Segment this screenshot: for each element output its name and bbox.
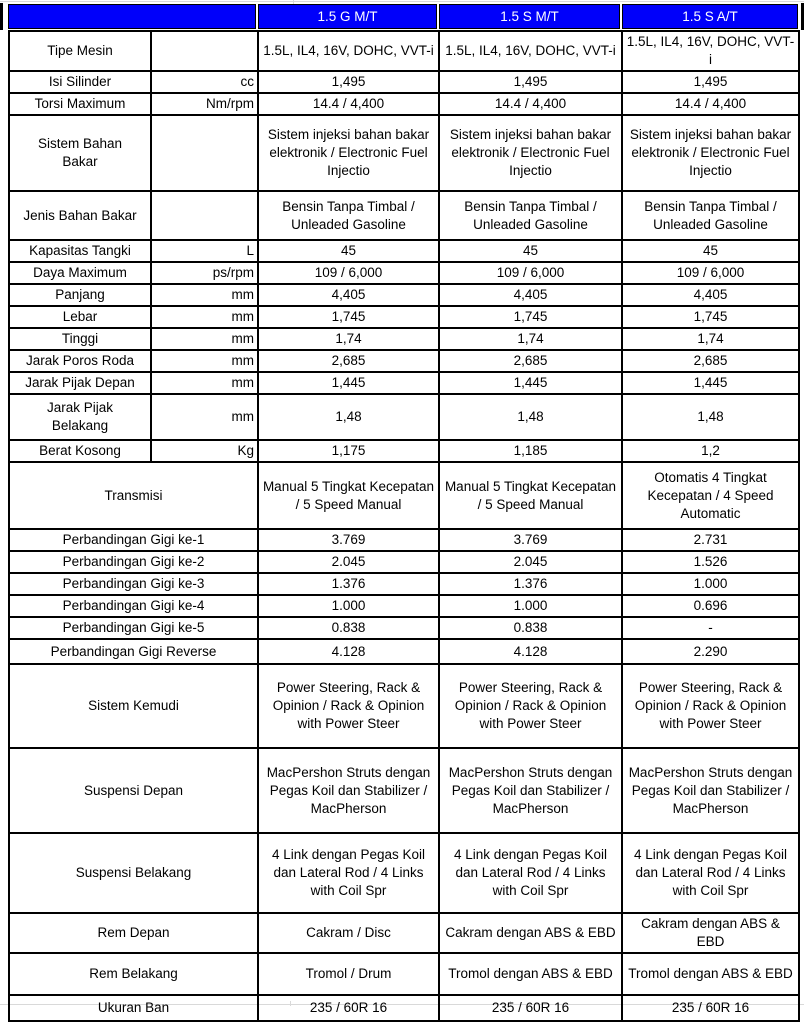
spec-value: 235 / 60R 16 xyxy=(258,995,439,1021)
spec-unit: mm xyxy=(151,284,258,306)
spec-label: Kapasitas Tangki xyxy=(9,240,151,262)
header-corner-cell xyxy=(8,4,256,29)
spec-value: Power Steering, Rack & Opinion / Rack & Opinion with Power Steer xyxy=(622,664,799,748)
spec-value: 4,405 xyxy=(258,284,439,306)
spec-value: - xyxy=(622,617,799,639)
spec-value: 1,74 xyxy=(439,328,622,350)
spec-value: Cakram dengan ABS & EBD xyxy=(622,913,799,953)
spec-value: Power Steering, Rack & Opinion / Rack & Opinion with Power Steer xyxy=(439,664,622,748)
spec-value: 1.376 xyxy=(258,573,439,595)
spec-value: MacPershon Struts dengan Pegas Koil dan Stabilizer / MacPherson xyxy=(439,748,622,833)
spec-unit: cc xyxy=(151,71,258,93)
header-variant-s-mt: 1.5 S M/T xyxy=(439,4,620,29)
table-row xyxy=(9,115,799,191)
spec-value: 1,445 xyxy=(622,372,799,394)
spec-label: Panjang xyxy=(9,284,151,306)
table-header xyxy=(8,4,798,29)
table-row xyxy=(9,31,799,71)
spec-value: 1.000 xyxy=(622,573,799,595)
spec-label: Ukuran Ban xyxy=(9,995,258,1021)
table-row xyxy=(9,284,799,306)
header-variant-s-at: 1.5 S A/T xyxy=(622,4,798,29)
spec-unit: mm xyxy=(151,328,258,350)
spec-value: 1,48 xyxy=(258,394,439,440)
spec-value: Tromol dengan ABS & EBD xyxy=(439,953,622,995)
spec-value: 1.5L, IL4, 16V, DOHC, VVT-i xyxy=(439,31,622,71)
spec-value: 0.696 xyxy=(622,595,799,617)
table-row xyxy=(9,595,799,617)
spec-label: Lebar xyxy=(9,306,151,328)
spec-value: MacPershon Struts dengan Pegas Koil dan Stabilizer / MacPherson xyxy=(622,748,799,833)
spec-label: Perbandingan Gigi ke-3 xyxy=(9,573,258,595)
spec-value: 2.045 xyxy=(439,551,622,573)
spec-unit: mm xyxy=(151,372,258,394)
table-row xyxy=(9,350,799,372)
spec-value: 109 / 6,000 xyxy=(258,262,439,284)
spec-value: Manual 5 Tingkat Kecepatan / 5 Speed Manual xyxy=(258,462,439,529)
spec-unit: mm xyxy=(151,350,258,372)
spec-value: 4,405 xyxy=(439,284,622,306)
spec-value: Bensin Tanpa Timbal / Unleaded Gasoline xyxy=(622,191,799,240)
spec-value: 4 Link dengan Pegas Koil dan Lateral Rod / 4 Links with Coil Spr xyxy=(439,833,622,913)
spec-value: Bensin Tanpa Timbal / Unleaded Gasoline xyxy=(439,191,622,240)
spec-value: 1,745 xyxy=(439,306,622,328)
spec-unit: mm xyxy=(151,306,258,328)
table-row xyxy=(9,551,799,573)
table-row xyxy=(9,573,799,595)
spec-label: Transmisi xyxy=(9,462,258,529)
spec-label: Perbandingan Gigi ke-4 xyxy=(9,595,258,617)
table-row xyxy=(9,372,799,394)
spec-value: 4.128 xyxy=(439,639,622,664)
spec-value: Cakram dengan ABS & EBD xyxy=(439,913,622,953)
table-row xyxy=(9,328,799,350)
spec-value: 1,445 xyxy=(439,372,622,394)
spec-value: 2.290 xyxy=(622,639,799,664)
table-row xyxy=(9,394,799,440)
spec-value: 1,495 xyxy=(258,71,439,93)
spec-value: 1,2 xyxy=(622,440,799,462)
spec-value: 1,745 xyxy=(622,306,799,328)
spec-value: 45 xyxy=(622,240,799,262)
spec-value: 1,495 xyxy=(439,71,622,93)
header-variant-g-mt: 1.5 G M/T xyxy=(258,4,437,29)
spec-value: 1.000 xyxy=(439,595,622,617)
table-row xyxy=(9,262,799,284)
spec-value: 14.4 / 4,400 xyxy=(439,93,622,115)
table-row xyxy=(9,93,799,115)
spec-label: Torsi Maximum xyxy=(9,93,151,115)
spec-value: 1.000 xyxy=(258,595,439,617)
table-row xyxy=(9,240,799,262)
table-row xyxy=(9,617,799,639)
spec-value: 109 / 6,000 xyxy=(622,262,799,284)
spec-value: 2,685 xyxy=(439,350,622,372)
spec-value: 109 / 6,000 xyxy=(439,262,622,284)
spec-value: 1,74 xyxy=(622,328,799,350)
spec-label: Jenis Bahan Bakar xyxy=(9,191,151,240)
spec-label: Perbandingan Gigi ke-1 xyxy=(9,529,258,551)
spec-value: 1,495 xyxy=(622,71,799,93)
spec-label: Daya Maximum xyxy=(9,262,151,284)
spec-value: 14.4 / 4,400 xyxy=(258,93,439,115)
spec-label: Suspensi Depan xyxy=(9,748,258,833)
spec-label: Sistem Bahan Bakar xyxy=(9,115,151,191)
spec-label: Perbandingan Gigi Reverse xyxy=(9,639,258,664)
spec-label: Rem Belakang xyxy=(9,953,258,995)
gridline xyxy=(0,1,804,2)
spec-label: Isi Silinder xyxy=(9,71,151,93)
spec-value: 2,685 xyxy=(622,350,799,372)
spec-value: 4,405 xyxy=(622,284,799,306)
spec-value: 3.769 xyxy=(258,529,439,551)
spec-value: 1.526 xyxy=(622,551,799,573)
spec-value: 45 xyxy=(258,240,439,262)
spec-value: Sistem injeksi bahan bakar elektronik / Electronic Fuel Injectio xyxy=(439,115,622,191)
spec-value: Manual 5 Tingkat Kecepatan / 5 Speed Manual xyxy=(439,462,622,529)
spec-value: MacPershon Struts dengan Pegas Koil dan Stabilizer / MacPherson xyxy=(258,748,439,833)
spec-unit xyxy=(151,31,258,71)
spec-label: Sistem Kemudi xyxy=(9,664,258,748)
spec-value: 1,445 xyxy=(258,372,439,394)
spec-value: 235 / 60R 16 xyxy=(622,995,799,1021)
spec-value: Otomatis 4 Tingkat Kecepatan / 4 Speed Automatic xyxy=(622,462,799,529)
spec-unit: mm xyxy=(151,394,258,440)
spec-value: 1,48 xyxy=(622,394,799,440)
spec-value: 1,745 xyxy=(258,306,439,328)
spec-label: Jarak Pijak Belakang xyxy=(9,394,151,440)
table-row xyxy=(9,71,799,93)
spec-value: 235 / 60R 16 xyxy=(439,995,622,1021)
spec-value: 1,48 xyxy=(439,394,622,440)
table-row xyxy=(9,833,799,913)
table-row xyxy=(9,306,799,328)
spec-value: 45 xyxy=(439,240,622,262)
table-row xyxy=(9,748,799,833)
spec-value: 2.731 xyxy=(622,529,799,551)
table-row xyxy=(9,440,799,462)
spec-value: 1.376 xyxy=(439,573,622,595)
spec-value: 2.045 xyxy=(258,551,439,573)
spec-table-body xyxy=(9,31,799,1021)
spec-unit: Kg xyxy=(151,440,258,462)
spec-value: Power Steering, Rack & Opinion / Rack & Opinion with Power Steer xyxy=(258,664,439,748)
spec-value: 14.4 / 4,400 xyxy=(622,93,799,115)
table-row xyxy=(9,529,799,551)
spec-table xyxy=(8,30,800,1022)
spec-value: Bensin Tanpa Timbal / Unleaded Gasoline xyxy=(258,191,439,240)
spec-unit: Nm/rpm xyxy=(151,93,258,115)
spec-value: 4.128 xyxy=(258,639,439,664)
spec-label: Perbandingan Gigi ke-5 xyxy=(9,617,258,639)
spec-value: 3.769 xyxy=(439,529,622,551)
spec-unit xyxy=(151,191,258,240)
spec-value: 1,74 xyxy=(258,328,439,350)
spec-label: Perbandingan Gigi ke-2 xyxy=(9,551,258,573)
spec-value: Sistem injeksi bahan bakar elektronik / Electronic Fuel Injectio xyxy=(622,115,799,191)
spec-value: 1,185 xyxy=(439,440,622,462)
table-row xyxy=(9,953,799,995)
spec-value: 4 Link dengan Pegas Koil dan Lateral Rod / 4 Links with Coil Spr xyxy=(622,833,799,913)
spec-value: Tromol / Drum xyxy=(258,953,439,995)
table-row xyxy=(9,191,799,240)
spec-label: Rem Depan xyxy=(9,913,258,953)
table-row xyxy=(9,664,799,748)
spec-unit: ps/rpm xyxy=(151,262,258,284)
spec-value: 1.5L, IL4, 16V, DOHC, VVT-i xyxy=(258,31,439,71)
table-row xyxy=(9,913,799,953)
spec-label: Berat Kosong xyxy=(9,440,151,462)
table-row xyxy=(9,639,799,664)
spec-label: Jarak Pijak Depan xyxy=(9,372,151,394)
spec-label: Suspensi Belakang xyxy=(9,833,258,913)
spec-unit: L xyxy=(151,240,258,262)
spec-label: Tipe Mesin xyxy=(9,31,151,71)
spec-label: Tinggi xyxy=(9,328,151,350)
cutoff-cell-border xyxy=(0,3,3,30)
spec-value: Sistem injeksi bahan bakar elektronik / Electronic Fuel Injectio xyxy=(258,115,439,191)
table-row xyxy=(9,995,799,1021)
spec-value: Tromol dengan ABS & EBD xyxy=(622,953,799,995)
spec-value: Cakram / Disc xyxy=(258,913,439,953)
table-row xyxy=(9,462,799,529)
spec-value: 0.838 xyxy=(439,617,622,639)
spec-value: 1,175 xyxy=(258,440,439,462)
spec-value: 4 Link dengan Pegas Koil dan Lateral Rod / 4 Links with Coil Spr xyxy=(258,833,439,913)
spec-label: Jarak Poros Roda xyxy=(9,350,151,372)
spec-value: 1.5L, IL4, 16V, DOHC, VVT-i xyxy=(622,31,799,71)
spec-unit xyxy=(151,115,258,191)
spec-value: 0.838 xyxy=(258,617,439,639)
spec-value: 2,685 xyxy=(258,350,439,372)
